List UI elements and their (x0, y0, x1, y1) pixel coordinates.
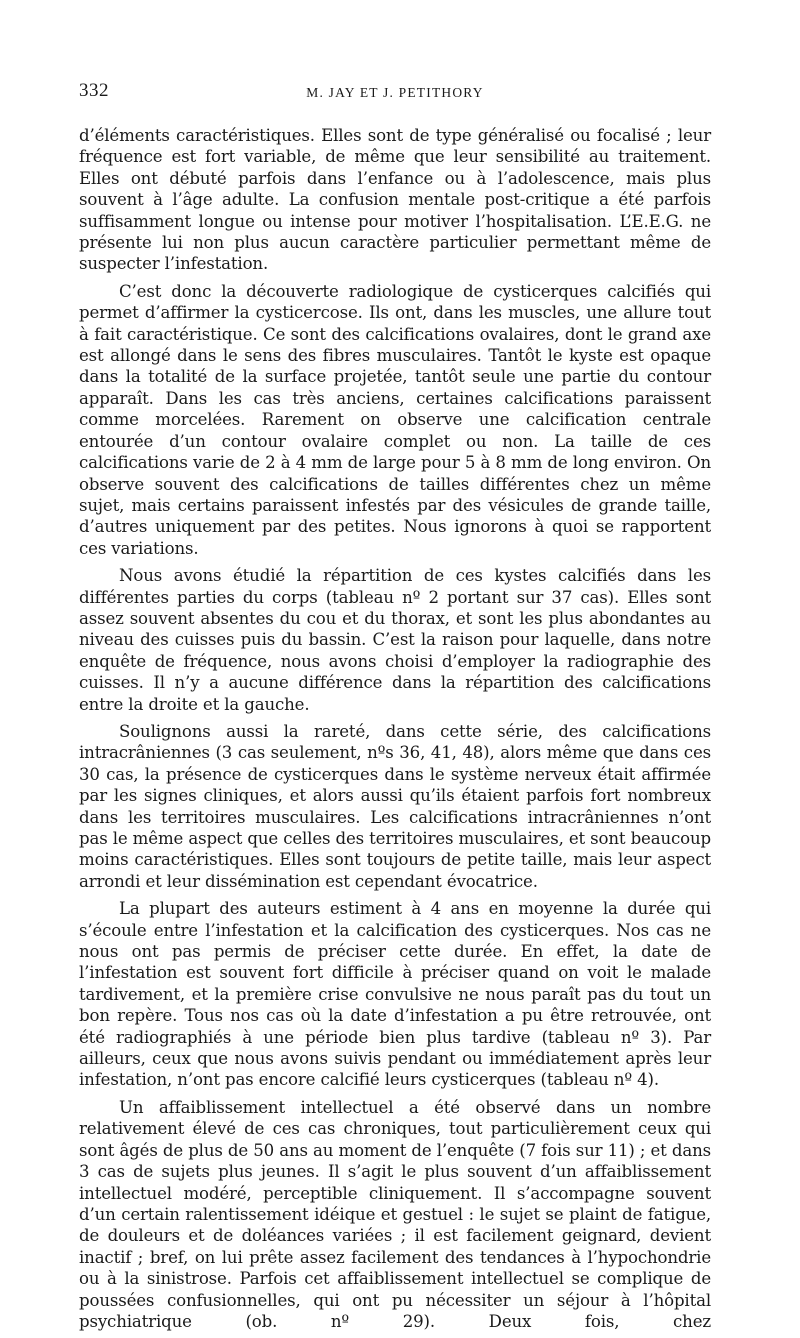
paragraph: d’éléments caractéristiques. Elles sont de type généralisé ou focalisé ; leur fréquence est fort variable, de même que leur sensibilité au traitement. Elles ont débuté parfois dans l’enfance ou à l’adolescence, mais plus souvent à l’âge adulte. La confusion mentale post-critique a été parfois suffisamment longue ou intense pour motiver l’hospitalisation. L’E.E.G. ne présente lui non plus aucun caractère particulier permettant même de suspecter l’infestation. (79, 126, 711, 274)
body-text (79, 125, 711, 1338)
paragraph: Un affaiblissement intellectuel a été observé dans un nombre relativement élevé de ces cas chroniques, tout particulièrement ceux qui sont âgés de plus de 50 ans au moment de l’enquête (7 fois sur 11) ; et dans 3 cas de sujets plus jeunes. Il s’agit le plus souvent d’un affaiblissement intellectuel modéré, perceptible cliniquement. Il s’accompagne souvent d’un certain ralentissement idéique et gestuel : le sujet se plaint de fatigue, de douleurs et de doléances variées ; il est facilement geignard, devient inactif ; bref, on lui prête assez facilement des tendances à l’hypochondrie ou à la sinistrose. Parfois cet affaiblissement intellectuel se complique de poussées confusionnelles, qui ont pu nécessiter un séjour à l’hôpital psychiatrique (ob. nº 29). Deux fois, chez (79, 1097, 711, 1331)
running-title: M. JAY ET J. PETITHORY (306, 85, 484, 100)
paragraph: C’est donc la découverte radiologique de cysticerques calcifiés qui permet d’affirmer la cysticercose. Ils ont, dans les muscles, une allure tout à fait caractéristique. Ce sont des calcifications ovalaires, dont le grand axe est allongé dans le sens des fibres musculaires. Tantôt le kyste est opaque dans la totalité de la surface projetée, tantôt seule une partie du contour apparaît. Dans les cas très anciens, certaines calcifications paraissent comme morcelées. Rarement on observe une calcification centrale entourée d’un contour ovalaire complet ou non. La taille de ces calcifications varie de 2 à 4 mm de large pour 5 à 8 mm de long environ. On observe souvent des calcifications de tailles différentes chez un même sujet, mais certains paraissent infestés par des vésicules de grande taille, d’autres uniquement par des petites. Nous ignorons à quoi se rapportent ces variations. (79, 281, 711, 558)
page-number: 332 (79, 80, 109, 101)
page-header (79, 80, 711, 106)
paragraph: Soulignons aussi la rareté, dans cette série, des calcifications intracrâniennes (3 cas seulement, nºs 36, 41, 48), alors même que dans ces 30 cas, la présence de cysticerques dans le système nerveux était affirmée par les signes cliniques, et alors aussi qu’ils étaient parfois fort nombreux dans les territoires musculaires. Les calcifications intracrâniennes n’ont pas le même aspect que celles des territoires musculaires, et sont beaucoup moins caractéristiques. Elles sont toujours de petite taille, mais leur aspect arrondi et leur dissémination est cependant évocatrice. (79, 721, 711, 891)
paragraph: Nous avons étudié la répartition de ces kystes calcifiés dans les différentes parties du corps (tableau nº 2 portant sur 37 cas). Elles sont assez souvent absentes du cou et du thorax, et sont les plus abondantes au niveau des cuisses puis du bassin. C’est la raison pour laquelle, dans notre enquête de fréquence, nous avons choisi d’employer la radiographie des cuisses. Il n’y a aucune différence dans la répartition des calcifications entre la droite et la gauche. (79, 566, 711, 714)
paragraph: La plupart des auteurs estiment à 4 ans en moyenne la durée qui s’écoule entre l’infestation et la calcification des cysticerques. Nos cas ne nous ont pas permis de préciser cette durée. En effet, la date de l’infestation est souvent fort difficile à préciser quand on voit le malade tardivement, et la première crise convulsive ne nous paraît pas du tout un bon repère. Tous nos cas où la date d’infestation a pu être retrouvée, ont été radiographiés à une période bien plus tardive (tableau nº 3). Par ailleurs, ceux que nous avons suivis pendant ou immédiatement après leur infestation, n’ont pas encore calcifié leurs cysticerques (tableau nº 4). (79, 899, 711, 1090)
